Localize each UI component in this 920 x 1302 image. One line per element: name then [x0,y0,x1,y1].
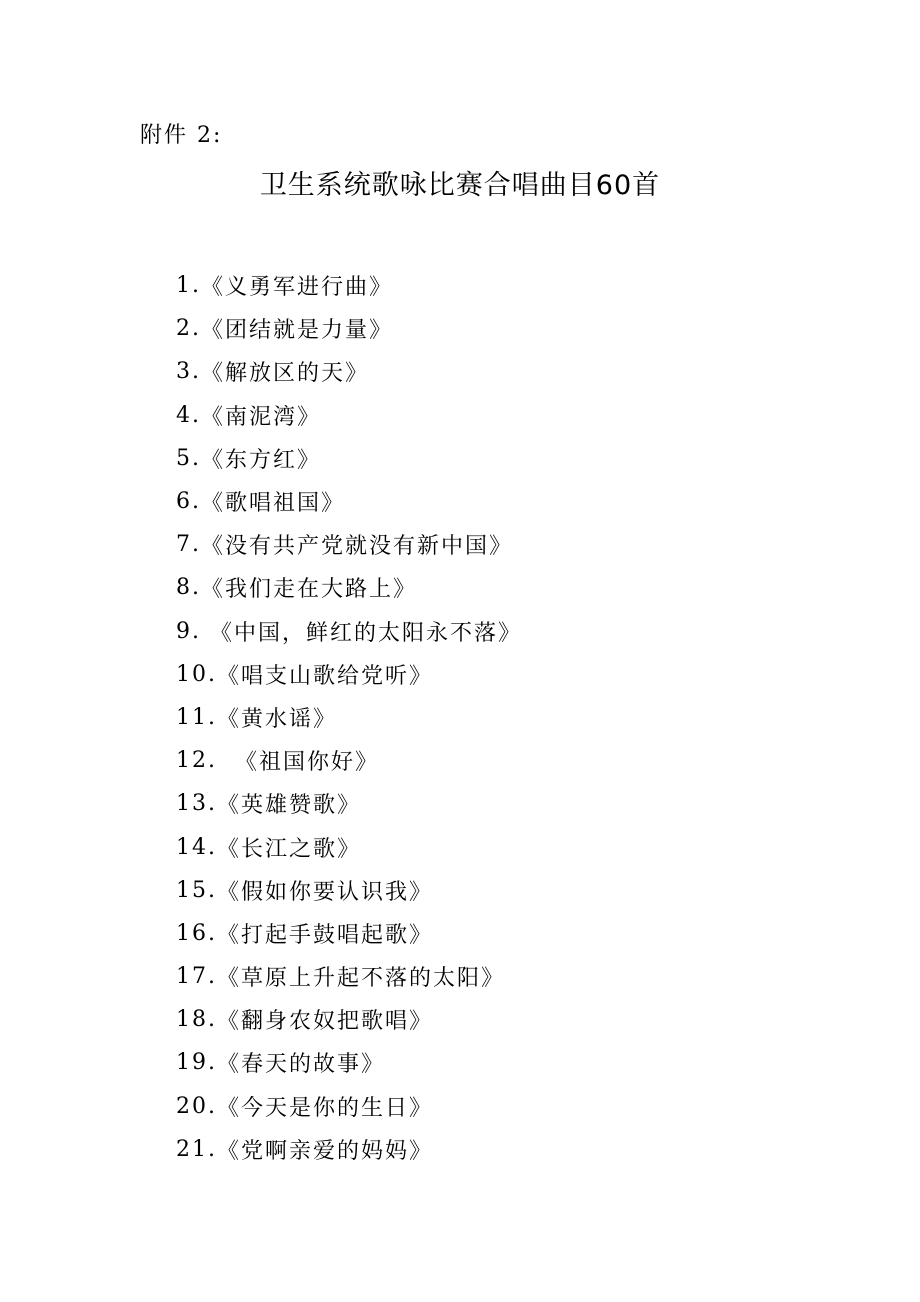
song-title: 《团结就是力量》 [201,318,394,344]
song-number: 11. [176,704,217,730]
song-number: 13. [176,791,217,817]
list-item [176,1085,522,1128]
song-title: 《没有共产党就没有新中国》 [201,534,514,560]
list-item [176,912,522,955]
song-number: 2. [176,316,201,342]
song-title: 《我们走在大路上》 [201,577,418,603]
song-number: 17. [176,964,217,990]
list-item [176,998,522,1041]
song-title: 《东方红》 [201,447,322,473]
song-title: 《义勇军进行曲》 [201,275,394,301]
list-item [176,696,522,739]
list-item [176,955,522,998]
song-number: 12. [176,748,217,774]
attachment-label: 附件 2: [140,123,223,148]
song-number: 1. [176,273,201,299]
list-item [176,653,522,696]
song-number: 3. [176,359,201,385]
song-title: 《春天的故事》 [217,1052,386,1078]
document-title: 卫生系统歌咏比赛合唱曲目60首 [259,170,661,201]
list-item [176,264,522,307]
list-item [176,1041,522,1084]
song-title: 《祖国你好》 [217,750,379,776]
song-title: 《翻身农奴把歌唱》 [217,1009,434,1035]
song-title: 《唱支山歌给党听》 [217,663,434,689]
song-number: 21. [176,1136,217,1162]
song-title: 《中国，鲜红的太阳永不落》 [201,620,522,646]
song-title: 《今天是你的生日》 [217,1095,434,1121]
song-title: 《歌唱祖国》 [201,491,346,517]
song-number: 16. [176,920,217,946]
list-item [176,480,522,523]
song-number: 9. [176,618,201,644]
song-title: 《英雄赞歌》 [217,793,362,819]
list-item [176,782,522,825]
song-list [176,264,522,1171]
list-item [176,566,522,609]
song-title: 《党啊亲爱的妈妈》 [217,1138,434,1164]
list-item [176,350,522,393]
song-number: 15. [176,877,217,903]
list-item [176,869,522,912]
song-number: 18. [176,1007,217,1033]
list-item [176,610,522,653]
song-number: 7. [176,532,201,558]
song-number: 6. [176,489,201,515]
song-number: 8. [176,575,201,601]
song-title: 《长江之歌》 [217,836,362,862]
song-number: 14. [176,834,217,860]
song-number: 4. [176,402,201,428]
song-title: 《打起手鼓唱起歌》 [217,922,434,948]
song-number: 10. [176,661,217,687]
list-item [176,1128,522,1171]
list-item [176,523,522,566]
list-item [176,825,522,868]
list-item [176,437,522,480]
song-title: 《黄水谣》 [217,706,338,732]
song-title: 《解放区的天》 [201,361,370,387]
song-number: 19. [176,1050,217,1076]
song-number: 5. [176,445,201,471]
list-item [176,394,522,437]
song-title: 《南泥湾》 [201,404,322,430]
song-number: 20. [176,1093,217,1119]
song-title: 《假如你要认识我》 [217,879,434,905]
song-title: 《草原上升起不落的太阳》 [217,966,506,992]
list-item [176,739,522,782]
list-item [176,307,522,350]
